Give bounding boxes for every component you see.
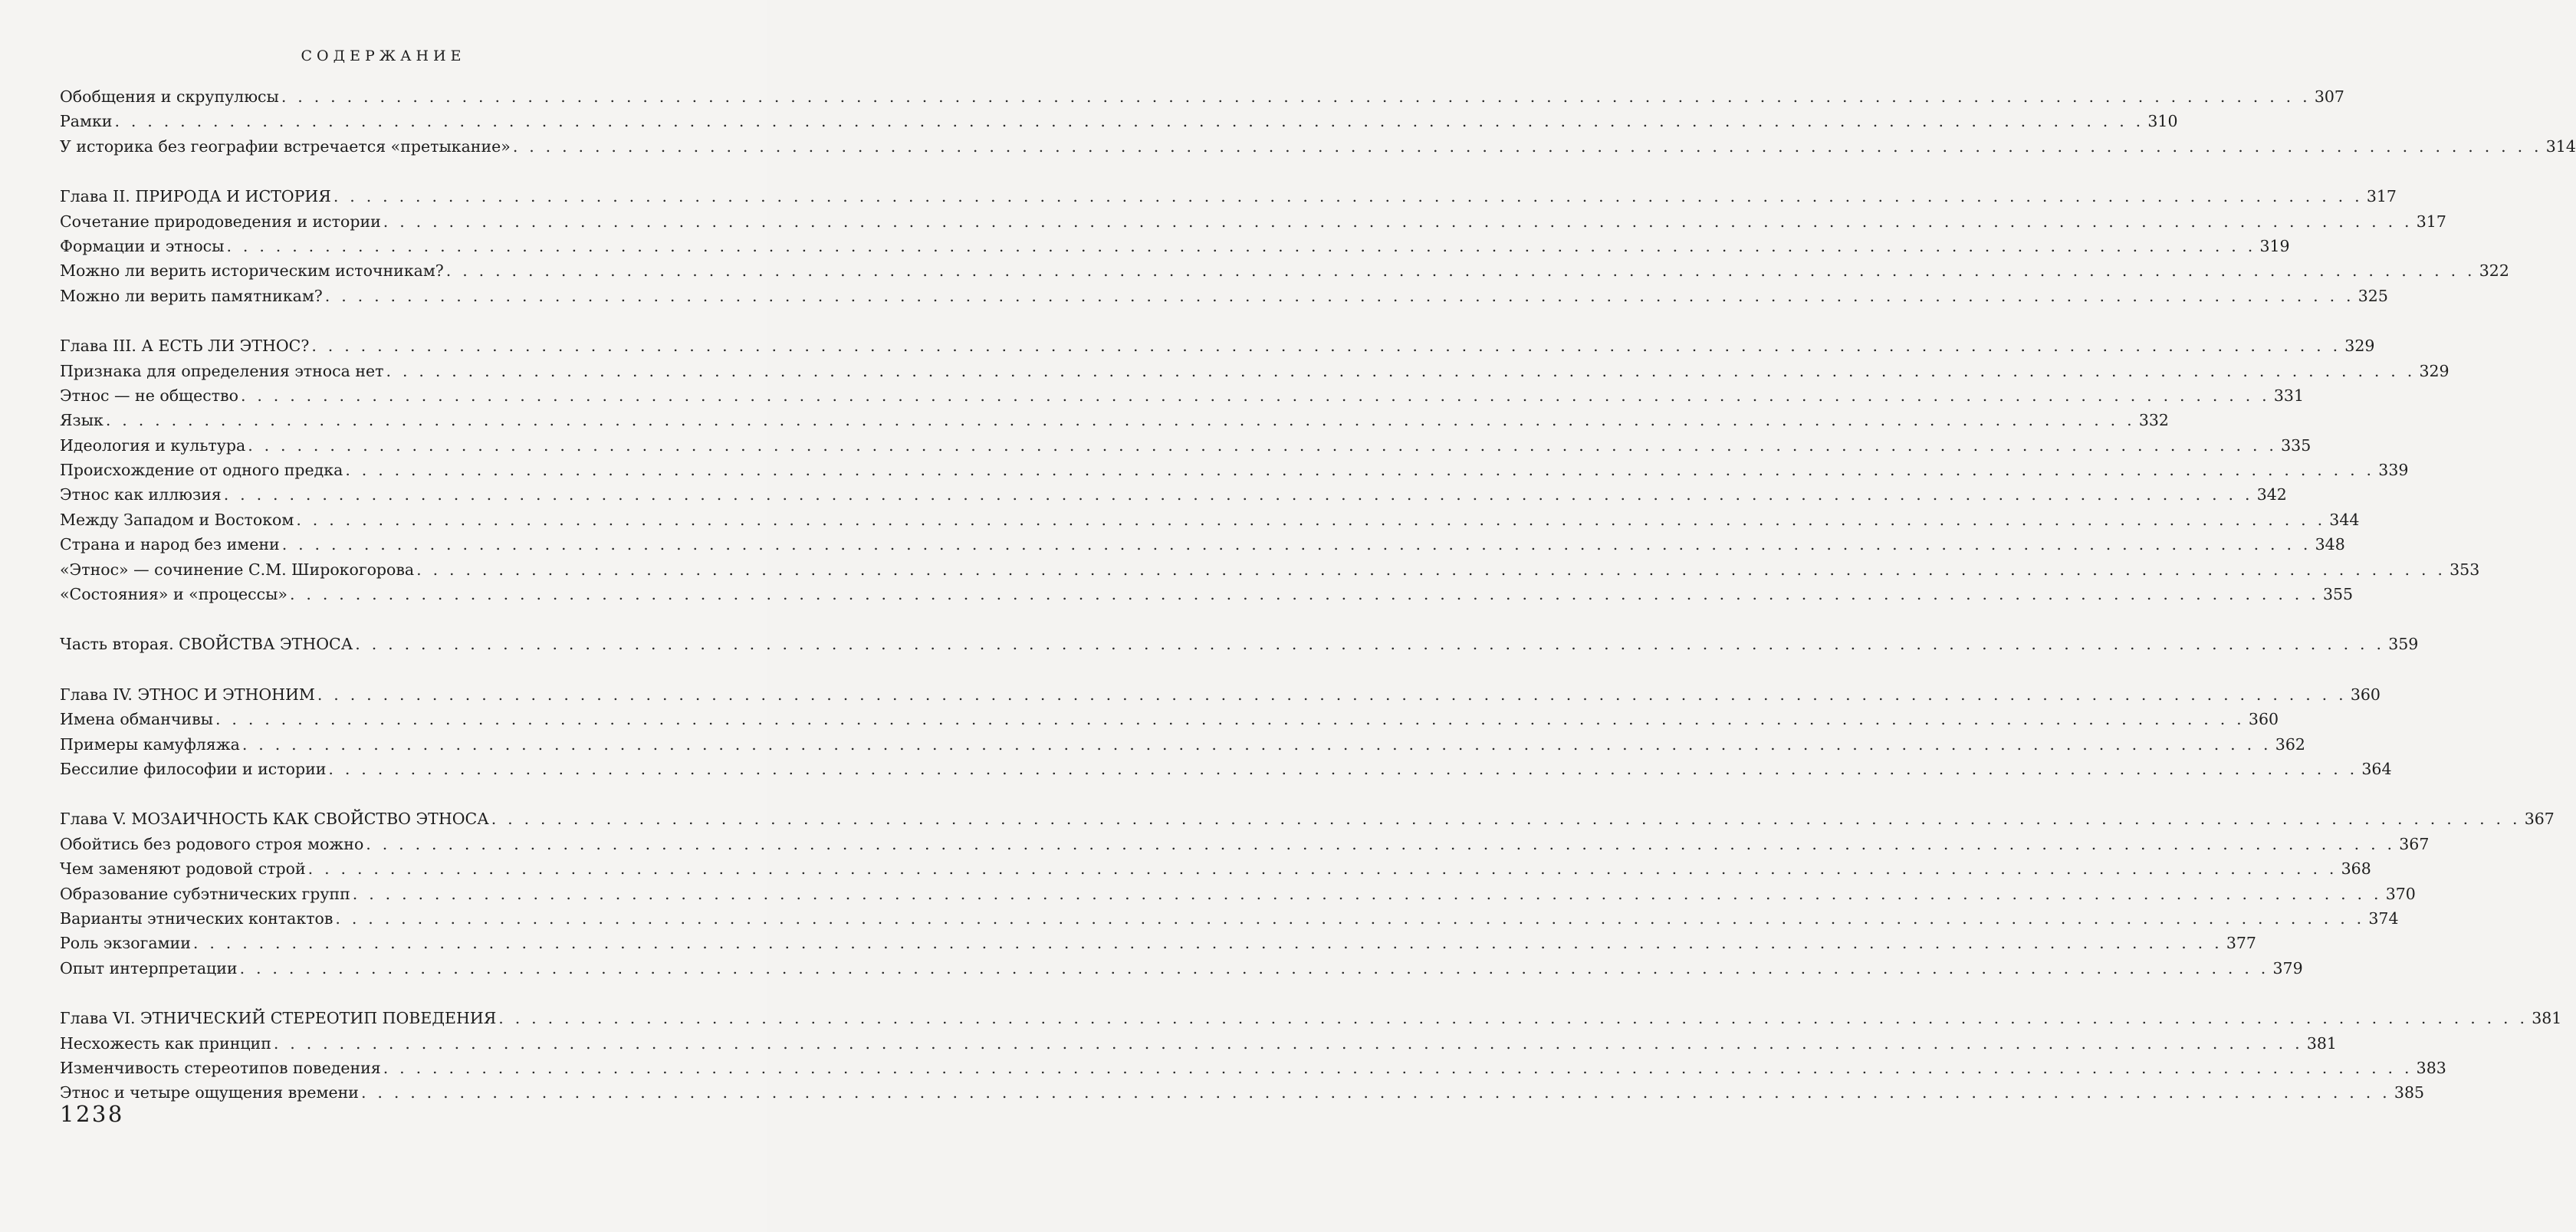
toc-leader-dots: . . . . . . . . . . . . . . . . . . . . . . . . . . . . . . . . . . . . . . . . . . . . . . . . . . . . . . . . . . . . . . . . . . . . . . . . . . . . . . . . . . . . . . . . . . . . . . . . . . . . . . . . . . . . . . . . . . . . . . . . . . . . — [333, 187, 2363, 206]
toc-entry — [60, 906, 2399, 931]
toc-entry-title: Глава II. ПРИРОДА И ИСТОРИЯ — [60, 187, 331, 206]
toc-entry — [60, 931, 2256, 955]
toc-leader-dots: . . . . . . . . . . . . . . . . . . . . . . . . . . . . . . . . . . . . . . . . . . . . . . . . . . . . . . . . . . . . . . . . . . . . . . . . . . . . . . . . . . . . . . . . . . . . . . . . . . . . . . . . . . . . . . . . . . . . . . . . . . . . — [296, 510, 2326, 529]
toc-entry-title: Этнос — не общество — [60, 386, 238, 405]
toc-entry-page: 355 — [2322, 585, 2354, 604]
toc-leader-dots: . . . . . . . . . . . . . . . . . . . . . . . . . . . . . . . . . . . . . . . . . . . . . . . . . . . . . . . . . . . . . . . . . . . . . . . . . . . . . . . . . . . . . . . . . . . . . . . . . . . . . . . . . . . . . . . . . . . . . . . . . . . . — [445, 261, 2476, 281]
toc-entry — [60, 433, 2312, 458]
toc-leader-dots: . . . . . . . . . . . . . . . . . . . . . . . . . . . . . . . . . . . . . . . . . . . . . . . . . . . . . . . . . . . . . . . . . . . . . . . . . . . . . . . . . . . . . . . . . . . . . . . . . . . . . . . . . . . . . . . . . . . . . . . . . . . . — [289, 585, 2319, 604]
toc-leader-dots: . . . . . . . . . . . . . . . . . . . . . . . . . . . . . . . . . . . . . . . . . . . . . . . . . . . . . . . . . . . . . . . . . . . . . . . . . . . . . . . . . . . . . . . . . . . . . . . . . . . . . . . . . . . . . . . . . . . . . . . . . . . . — [317, 685, 2347, 704]
toc-leader-dots: . . . . . . . . . . . . . . . . . . . . . . . . . . . . . . . . . . . . . . . . . . . . . . . . . . . . . . . . . . . . . . . . . . . . . . . . . . . . . . . . . . . . . . . . . . . . . . . . . . . . . . . . . . . . . . . . . . . . . . . . . . . . — [383, 212, 2413, 231]
toc-entry-page: 367 — [2399, 834, 2430, 853]
toc-leader-dots: . . . . . . . . . . . . . . . . . . . . . . . . . . . . . . . . . . . . . . . . . . . . . . . . . . . . . . . . . . . . . . . . . . . . . . . . . . . . . . . . . . . . . . . . . . . . . . . . . . . . . . . . . . . . . . . . . . . . . . . . . . . . — [281, 87, 2311, 106]
toc-entry-page: 332 — [2138, 411, 2169, 430]
toc-entry — [60, 84, 2344, 109]
toc-entry-page: 377 — [2226, 934, 2256, 953]
toc-leader-dots: . . . . . . . . . . . . . . . . . . . . . . . . . . . . . . . . . . . . . . . . . . . . . . . . . . . . . . . . . . . . . . . . . . . . . . . . . . . . . . . . . . . . . . . . . . . . . . . . . . . . . . . . . . . . . . . . . . . . . . . . . . . . — [105, 411, 2135, 430]
toc-group — [60, 84, 2576, 159]
toc-entry-page: 317 — [2416, 212, 2446, 231]
toc-entry-title: Часть вторая. СВОЙСТВА ЭТНОСА — [60, 635, 353, 654]
toc-entry-page: 360 — [2248, 710, 2279, 729]
toc-entry-page: 362 — [2275, 734, 2305, 754]
toc-entry-title: Примеры камуфляжа — [60, 734, 240, 754]
toc-entry-page: 385 — [2394, 1083, 2425, 1102]
toc-entry-title: Сочетание природоведения и истории — [60, 212, 381, 231]
toc-entry — [60, 109, 2178, 133]
toc-leader-dots: . . . . . . . . . . . . . . . . . . . . . . . . . . . . . . . . . . . . . . . . . . . . . . . . . . . . . . . . . . . . . . . . . . . . . . . . . . . . . . . . . . . . . . . . . . . . . . . . . . . . . . . . . . . . . . . . . . . . . . . . . . . . — [352, 884, 2382, 903]
toc-entry-title: Этнос как иллюзия — [60, 485, 222, 504]
toc-entry-page: 379 — [2272, 958, 2303, 977]
toc-entry-page: 381 — [2306, 1033, 2337, 1053]
toc-entry-title: Опыт интерпретации — [60, 958, 238, 977]
toc-entry — [60, 757, 2392, 781]
toc-entry-title: Страна и народ без имени — [60, 535, 280, 554]
toc-leader-dots: . . . . . . . . . . . . . . . . . . . . . . . . . . . . . . . . . . . . . . . . . . . . . . . . . . . . . . . . . . . . . . . . . . . . . . . . . . . . . . . . . . . . . . . . . . . . . . . . . . . . . . . . . . . . . . . . . . . . . . . . . . . . — [223, 485, 2253, 504]
toc-group — [60, 807, 2555, 981]
toc-entry — [60, 532, 2345, 557]
toc-entry — [60, 482, 2287, 507]
toc-entry-page: 329 — [2344, 337, 2375, 356]
toc-leader-dots: . . . . . . . . . . . . . . . . . . . . . . . . . . . . . . . . . . . . . . . . . . . . . . . . . . . . . . . . . . . . . . . . . . . . . . . . . . . . . . . . . . . . . . . . . . . . . . . . . . . . . . . . . . . . . . . . . . . . . . . . . . . . — [416, 560, 2446, 579]
toc-entry-title: Обобщения и скрупулюсы — [60, 87, 279, 106]
toc-entry — [60, 184, 2397, 209]
toc-leader-dots: . . . . . . . . . . . . . . . . . . . . . . . . . . . . . . . . . . . . . . . . . . . . . . . . . . . . . . . . . . . . . . . . . . . . . . . . . . . . . . . . . . . . . . . . . . . . . . . . . . . . . . . . . . . . . . . . . . . . . . . . . . . . — [273, 1033, 2303, 1053]
toc-group — [60, 1006, 2562, 1106]
toc-entry-page: 314 — [2545, 136, 2576, 156]
toc-entry-title: Происхождение от одного предка — [60, 461, 343, 480]
toc-entry-title: Имена обманчивы — [60, 710, 213, 729]
toc-entry-title: Глава VI. ЭТНИЧЕСКИЙ СТЕРЕОТИП ПОВЕДЕНИЯ — [60, 1009, 497, 1028]
toc-leader-dots: . . . . . . . . . . . . . . . . . . . . . . . . . . . . . . . . . . . . . . . . . . . . . . . . . . . . . . . . . . . . . . . . . . . . . . . . . . . . . . . . . . . . . . . . . . . . . . . . . . . . . . . . . . . . . . . . . . . . . . . . . . . . — [226, 236, 2256, 255]
toc-entry — [60, 682, 2380, 707]
toc-entry — [60, 258, 2509, 283]
toc-leader-dots: . . . . . . . . . . . . . . . . . . . . . . . . . . . . . . . . . . . . . . . . . . . . . . . . . . . . . . . . . . . . . . . . . . . . . . . . . . . . . . . . . . . . . . . . . . . . . . . . . . . . . . . . . . . . . . . . . . . . . . . . . . . . — [192, 934, 2223, 953]
toc-entry-title: Чем заменяют родовой строй — [60, 859, 306, 879]
toc-entry-title: Варианты этнических контактов — [60, 908, 334, 928]
toc-entry-page: 325 — [2358, 286, 2388, 305]
toc-entry-page: 370 — [2385, 884, 2416, 903]
toc-entry — [60, 807, 2555, 831]
toc-entry-page: 310 — [2147, 112, 2178, 131]
toc-entry-title: Глава IV. ЭТНОС И ЭТНОНИМ — [60, 685, 315, 704]
toc-entry — [60, 383, 2305, 408]
toc-entry-title: «Этнос» — сочинение С.М. Широкогорова — [60, 560, 415, 579]
toc-entry — [60, 508, 2360, 532]
toc-entry-title: Между Западом и Востоком — [60, 510, 294, 529]
toc-entry — [60, 458, 2409, 482]
toc-entry-title: Изменчивость стереотипов поведения — [60, 1058, 381, 1077]
toc-entry-title: Признака для определения этноса нет — [60, 361, 384, 380]
toc-leader-dots: . . . . . . . . . . . . . . . . . . . . . . . . . . . . . . . . . . . . . . . . . . . . . . . . . . . . . . . . . . . . . . . . . . . . . . . . . . . . . . . . . . . . . . . . . . . . . . . . . . . . . . . . . . . . . . . . . . . . . . . . . . . . — [114, 112, 2144, 131]
toc-leader-dots: . . . . . . . . . . . . . . . . . . . . . . . . . . . . . . . . . . . . . . . . . . . . . . . . . . . . . . . . . . . . . . . . . . . . . . . . . . . . . . . . . . . . . . . . . . . . . . . . . . . . . . . . . . . . . . . . . . . . . . . . . . . . — [491, 810, 2521, 829]
toc-entry — [60, 732, 2305, 757]
page-number: 1238 — [60, 1101, 124, 1127]
toc-entry — [60, 234, 2290, 258]
toc-entry-title: «Состояния» и «процессы» — [60, 585, 288, 604]
toc-leader-dots: . . . . . . . . . . . . . . . . . . . . . . . . . . . . . . . . . . . . . . . . . . . . . . . . . . . . . . . . . . . . . . . . . . . . . . . . . . . . . . . . . . . . . . . . . . . . . . . . . . . . . . . . . . . . . . . . . . . . . . . . . . . . — [335, 908, 2365, 928]
toc-entry-page: 364 — [2361, 759, 2392, 778]
toc-leader-dots: . . . . . . . . . . . . . . . . . . . . . . . . . . . . . . . . . . . . . . . . . . . . . . . . . . . . . . . . . . . . . . . . . . . . . . . . . . . . . . . . . . . . . . . . . . . . . . . . . . . . . . . . . . . . . . . . . . . . . . . . . . . . — [307, 859, 2338, 879]
toc-entry — [60, 1031, 2337, 1056]
toc-entry-page: 307 — [2314, 87, 2344, 106]
toc-entry-page: 381 — [2532, 1009, 2562, 1028]
toc-entry-page: 329 — [2419, 361, 2450, 380]
toc-entry — [60, 557, 2480, 582]
toc-entry-title: Обойтись без родового строя можно — [60, 834, 364, 853]
toc-leader-dots: . . . . . . . . . . . . . . . . . . . . . . . . . . . . . . . . . . . . . . . . . . . . . . . . . . . . . . . . . . . . . . . . . . . . . . . . . . . . . . . . . . . . . . . . . . . . . . . . . . . . . . . . . . . . . . . . . . . . . . . . . . . . — [242, 734, 2272, 754]
toc-leader-dots: . . . . . . . . . . . . . . . . . . . . . . . . . . . . . . . . . . . . . . . . . . . . . . . . . . . . . . . . . . . . . . . . . . . . . . . . . . . . . . . . . . . . . . . . . . . . . . . . . . . . . . . . . . . . . . . . . . . . . . . . . . . . — [248, 435, 2278, 455]
toc-entry-page: 319 — [2259, 236, 2290, 255]
toc-leader-dots: . . . . . . . . . . . . . . . . . . . . . . . . . . . . . . . . . . . . . . . . . . . . . . . . . . . . . . . . . . . . . . . . . . . . . . . . . . . . . . . . . . . . . . . . . . . . . . . . . . . . . . . . . . . . . . . . . . . . . . . . . . . . — [360, 1083, 2390, 1102]
toc-entry — [60, 582, 2354, 606]
toc-leader-dots: . . . . . . . . . . . . . . . . . . . . . . . . . . . . . . . . . . . . . . . . . . . . . . . . . . . . . . . . . . . . . . . . . . . . . . . . . . . . . . . . . . . . . . . . . . . . . . . . . . . . . . . . . . . . . . . . . . . . . . . . . . . . — [328, 759, 2358, 778]
toc-entry-title: Этнос и четыре ощущения времени — [60, 1083, 359, 1102]
toc-entry-page: 368 — [2341, 859, 2371, 879]
toc-entry — [60, 333, 2375, 358]
toc-entry-title: Идеология и культура — [60, 435, 246, 455]
running-head: СОДЕРЖАНИЕ — [301, 48, 466, 64]
toc-leader-dots: . . . . . . . . . . . . . . . . . . . . . . . . . . . . . . . . . . . . . . . . . . . . . . . . . . . . . . . . . . . . . . . . . . . . . . . . . . . . . . . . . . . . . . . . . . . . . . . . . . . . . . . . . . . . . . . . . . . . . . . . . . . . — [366, 834, 2396, 853]
toc-entry — [60, 707, 2279, 731]
toc-entry-page: 344 — [2329, 510, 2360, 529]
toc-leader-dots: . . . . . . . . . . . . . . . . . . . . . . . . . . . . . . . . . . . . . . . . . . . . . . . . . . . . . . . . . . . . . . . . . . . . . . . . . . . . . . . . . . . . . . . . . . . . . . . . . . . . . . . . . . . . . . . . . . . . . . . . . . . . — [311, 337, 2341, 356]
toc-entry-title: Рамки — [60, 112, 113, 131]
toc-leader-dots: . . . . . . . . . . . . . . . . . . . . . . . . . . . . . . . . . . . . . . . . . . . . . . . . . . . . . . . . . . . . . . . . . . . . . . . . . . . . . . . . . . . . . . . . . . . . . . . . . . . . . . . . . . . . . . . . . . . . . . . . . . . . — [498, 1009, 2528, 1028]
toc-entry-title: Глава V. МОЗАИЧНОСТЬ КАК СВОЙСТВО ЭТНОСА — [60, 810, 489, 829]
toc-entry-page: 353 — [2450, 560, 2480, 579]
toc-group — [60, 333, 2480, 606]
toc-leader-dots: . . . . . . . . . . . . . . . . . . . . . . . . . . . . . . . . . . . . . . . . . . . . . . . . . . . . . . . . . . . . . . . . . . . . . . . . . . . . . . . . . . . . . . . . . . . . . . . . . . . . . . . . . . . . . . . . . . . . . . . . . . . . — [345, 461, 2375, 480]
toc-entry — [60, 1056, 2446, 1080]
toc-entry-page: 383 — [2416, 1058, 2446, 1077]
toc-entry — [60, 832, 2430, 856]
toc-leader-dots: . . . . . . . . . . . . . . . . . . . . . . . . . . . . . . . . . . . . . . . . . . . . . . . . . . . . . . . . . . . . . . . . . . . . . . . . . . . . . . . . . . . . . . . . . . . . . . . . . . . . . . . . . . . . . . . . . . . . . . . . . . . . — [355, 635, 2385, 654]
toc-entry — [60, 1080, 2425, 1105]
toc-entry — [60, 856, 2371, 881]
toc-entry-title: Роль экзогамии — [60, 934, 191, 953]
toc-leader-dots: . . . . . . . . . . . . . . . . . . . . . . . . . . . . . . . . . . . . . . . . . . . . . . . . . . . . . . . . . . . . . . . . . . . . . . . . . . . . . . . . . . . . . . . . . . . . . . . . . . . . . . . . . . . . . . . . . . . . . . . . . . . . — [386, 361, 2416, 380]
toc-leader-dots: . . . . . . . . . . . . . . . . . . . . . . . . . . . . . . . . . . . . . . . . . . . . . . . . . . . . . . . . . . . . . . . . . . . . . . . . . . . . . . . . . . . . . . . . . . . . . . . . . . . . . . . . . . . . . . . . . . . . . . . . . . . . — [215, 710, 2245, 729]
toc-leader-dots: . . . . . . . . . . . . . . . . . . . . . . . . . . . . . . . . . . . . . . . . . . . . . . . . . . . . . . . . . . . . . . . . . . . . . . . . . . . . . . . . . . . . . . . . . . . . . . . . . . . . . . . . . . . . . . . . . . . . . . . . . . . . — [512, 136, 2542, 156]
toc-entry — [60, 882, 2416, 906]
toc-group — [60, 184, 2509, 308]
toc-entry-page: 335 — [2281, 435, 2312, 455]
toc-entry-page: 331 — [2273, 386, 2305, 405]
toc-entry-page: 374 — [2368, 908, 2399, 928]
toc-entry-page: 348 — [2315, 535, 2345, 554]
toc-entry-title: Можно ли верить историческим источникам? — [60, 261, 444, 281]
toc-entry-title: Можно ли верить памятникам? — [60, 286, 323, 305]
toc-leader-dots: . . . . . . . . . . . . . . . . . . . . . . . . . . . . . . . . . . . . . . . . . . . . . . . . . . . . . . . . . . . . . . . . . . . . . . . . . . . . . . . . . . . . . . . . . . . . . . . . . . . . . . . . . . . . . . . . . . . . . . . . . . . . — [324, 286, 2354, 305]
toc-entry-page: 342 — [2256, 485, 2287, 504]
toc-entry-title: Формации и этносы — [60, 236, 225, 255]
toc-entry-title: Бессилие философии и истории — [60, 759, 327, 778]
toc-leader-dots: . . . . . . . . . . . . . . . . . . . . . . . . . . . . . . . . . . . . . . . . . . . . . . . . . . . . . . . . . . . . . . . . . . . . . . . . . . . . . . . . . . . . . . . . . . . . . . . . . . . . . . . . . . . . . . . . . . . . . . . . . . . . — [383, 1058, 2413, 1077]
toc-leader-dots: . . . . . . . . . . . . . . . . . . . . . . . . . . . . . . . . . . . . . . . . . . . . . . . . . . . . . . . . . . . . . . . . . . . . . . . . . . . . . . . . . . . . . . . . . . . . . . . . . . . . . . . . . . . . . . . . . . . . . . . . . . . . — [281, 535, 2312, 554]
toc-entry — [60, 209, 2446, 234]
toc-entry-page: 367 — [2524, 810, 2555, 829]
toc-entry-page: 339 — [2378, 461, 2409, 480]
toc-entry-page: 359 — [2388, 635, 2419, 654]
toc-group — [60, 632, 2419, 656]
toc-entry-page: 317 — [2366, 187, 2397, 206]
toc-entry — [60, 956, 2303, 981]
toc-entry — [60, 1006, 2562, 1030]
toc-entry-title: Образование субэтнических групп — [60, 884, 350, 903]
toc-entry — [60, 134, 2576, 159]
toc-entry-title: Глава III. А ЕСТЬ ЛИ ЭТНОС? — [60, 337, 310, 356]
toc-entry — [60, 359, 2450, 383]
toc-entry — [60, 632, 2419, 656]
toc-leader-dots: . . . . . . . . . . . . . . . . . . . . . . . . . . . . . . . . . . . . . . . . . . . . . . . . . . . . . . . . . . . . . . . . . . . . . . . . . . . . . . . . . . . . . . . . . . . . . . . . . . . . . . . . . . . . . . . . . . . . . . . . . . . . — [239, 958, 2269, 977]
toc-entry-title: У историка без географии встречается «претыкание» — [60, 136, 511, 156]
toc-group — [60, 682, 2392, 782]
table-of-contents — [60, 84, 2576, 1131]
toc-entry-title: Язык — [60, 411, 104, 430]
toc-entry — [60, 284, 2388, 308]
toc-entry-page: 360 — [2350, 685, 2380, 704]
toc-leader-dots: . . . . . . . . . . . . . . . . . . . . . . . . . . . . . . . . . . . . . . . . . . . . . . . . . . . . . . . . . . . . . . . . . . . . . . . . . . . . . . . . . . . . . . . . . . . . . . . . . . . . . . . . . . . . . . . . . . . . . . . . . . . . — [240, 386, 2270, 405]
toc-entry-title: Несхожесть как принцип — [60, 1033, 271, 1053]
toc-entry — [60, 408, 2169, 432]
toc-entry-page: 322 — [2479, 261, 2509, 281]
